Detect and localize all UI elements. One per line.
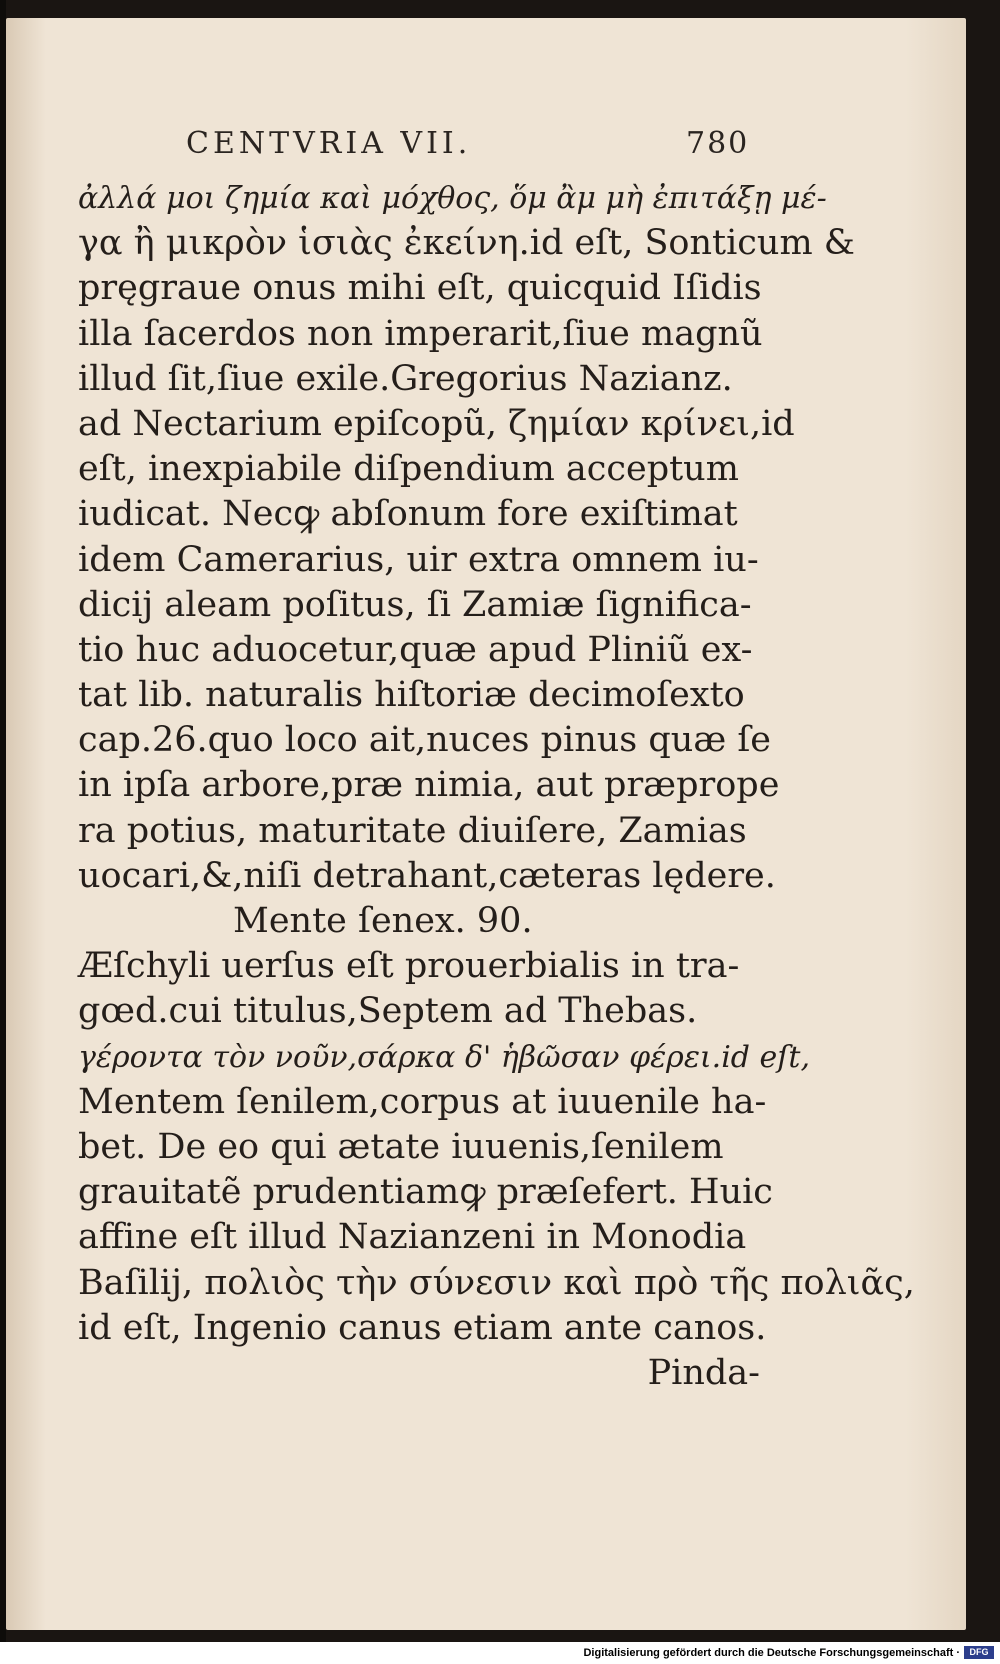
page-text: [78, 176, 915, 1396]
text-line: uocari,&,niſi detrahant,cæteras lędere.: [78, 855, 776, 896]
text-line: id eſt, Ingenio canus etiam ante canos.: [78, 1307, 767, 1348]
text-line: Baſilij, πολιὸς τὴν σύνεσιν καὶ πρὸ τῆς πολιᾶς,: [78, 1262, 915, 1303]
text-line: Mentem ſenilem,corpus at iuuenile ha-: [78, 1081, 767, 1122]
text-line: idem Camerarius, uir extra omnem iu-: [78, 539, 759, 580]
text-line: γέροντα τὸν νοῦν,σάρκα δ' ἡβῶσαν φέρει.id eſt,: [78, 1039, 810, 1075]
book-page: [6, 18, 966, 1630]
text-line: ἀλλά μοι ζημία καὶ μόχθος, ὅμ ἂμ μὴ ἐπιτάξῃ μέ-: [78, 181, 827, 216]
text-line: grauitatẽ prudentiamꝙ præſefert. Huic: [78, 1172, 773, 1213]
text-line: ad Nectarium epiſcopũ, ζημίαν κρίνει,id: [78, 403, 795, 444]
adage-heading: Mente ſenex. 90.: [233, 901, 533, 941]
text-line: tio huc aduocetur,quæ apud Pliniũ ex-: [78, 629, 753, 670]
text-line: iudicat. Necꝙ abſonum fore exiſtimat: [78, 494, 738, 535]
text-line: eſt, inexpiabile diſpendium acceptum: [78, 449, 739, 490]
text-line: affine eſt illud Nazianzeni in Monodia: [78, 1217, 747, 1258]
funding-credit: Digitalisierung gefördert durch die Deutsche Forschungsgemeinschaft ·: [583, 1647, 960, 1659]
text-line: illud ſit,ſiue exile.Gregorius Nazianz.: [78, 358, 733, 399]
text-line: bet. De eo qui ætate iuuenis,ſenilem: [78, 1126, 724, 1167]
page-header: [6, 126, 966, 166]
text-line: gœd.cui titulus,Septem ad Thebas.: [78, 991, 698, 1032]
page-number: 780: [686, 126, 750, 161]
dfg-logo: DFG: [964, 1646, 994, 1659]
text-line: illa ſacerdos non imperarit,ſiue magnũ: [78, 313, 763, 354]
text-line: pręgraue onus mihi eſt, quicquid Iſidis: [78, 268, 762, 309]
text-line: Æſchyli uerſus eſt prouerbialis in tra-: [78, 946, 740, 987]
text-line: dicij aleam poſitus, ſi Zamiæ ſignifica-: [78, 584, 752, 625]
catchword: Pinda-: [647, 1352, 760, 1393]
running-title: CENTVRIA VII.: [186, 126, 472, 161]
text-line: tat lib. naturalis hiſtoriæ decimoſexto: [78, 675, 745, 716]
text-line: ra potius, maturitate diuiſere, Zamias: [78, 810, 747, 851]
text-line: cap.26.quo loco ait,nuces pinus quæ ſe: [78, 720, 772, 761]
text-line: γα ἢ μικρὸν ἱσιὰς ἐκείνη.id eſt, Sonticum &: [78, 223, 855, 264]
digitization-footer: [0, 1642, 1000, 1664]
text-line: in ipſa arbore,præ nimia, aut præprope: [78, 765, 780, 806]
